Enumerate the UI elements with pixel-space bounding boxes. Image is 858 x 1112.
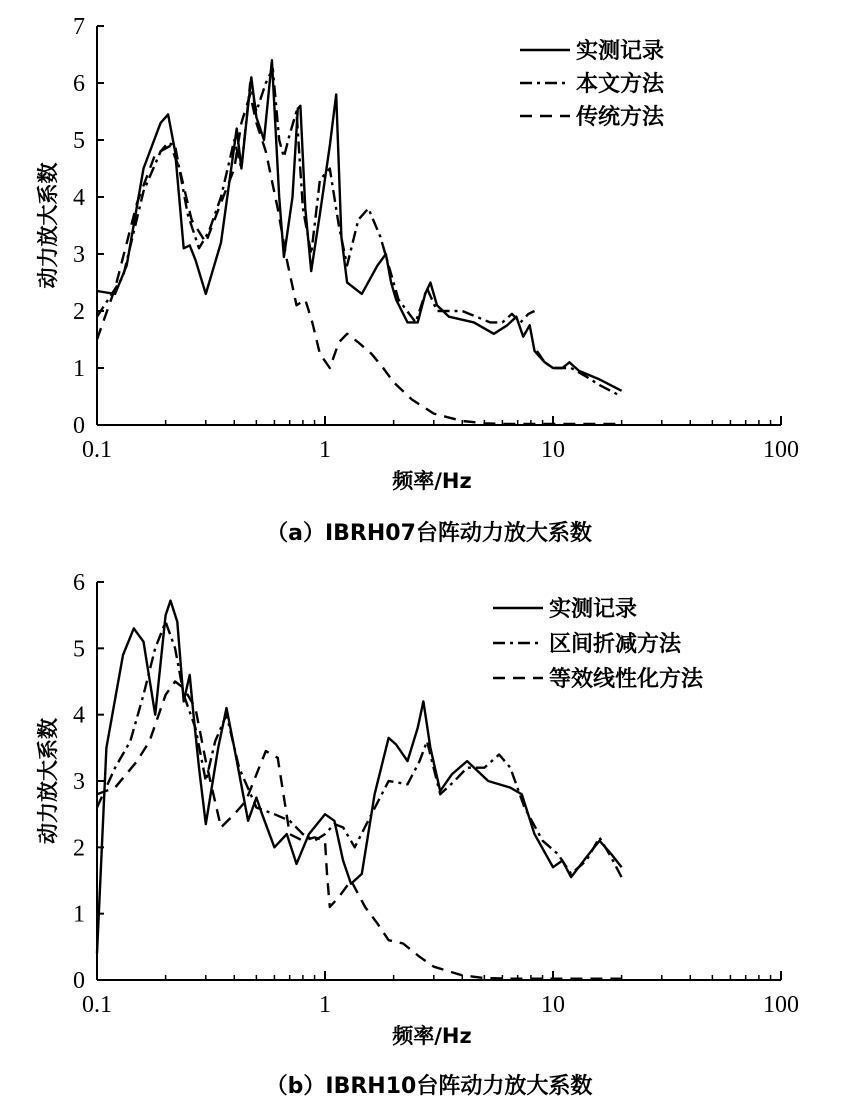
chart2-y-tick-label: 0 [73,968,85,994]
chart1-y-tick-label: 1 [73,356,85,382]
chart1-y-tick-label: 2 [73,299,85,325]
chart2-y-tick-label: 4 [73,702,85,729]
chart2-y-tick-label: 6 [73,570,85,596]
chart2-legend-label: 实测记录 [549,597,638,622]
chart2-x-tick-label: 1 [319,992,331,1018]
chart2-caption: （b）IBRH10台阵动力放大系数 [265,1074,593,1099]
chart2-x-tick-label: 0.1 [82,992,112,1018]
chart1-x-tick-label: 1 [319,437,331,463]
chart2-legend-label: 区间折减方法 [549,632,682,657]
chart2-y-tick-label: 1 [73,901,85,928]
chart2-y-tick-label: 3 [73,769,85,795]
chart1-legend-label: 传统方法 [576,105,665,130]
chart2-x-tick-label: 100 [763,992,799,1018]
chart2-x-tick-label: 10 [541,992,565,1018]
chart2-legend-label: 等效线性化方法 [549,667,704,692]
chart2-y-axis-label: 动力放大系数 [36,718,60,844]
chart1-series-line-4 [97,94,622,424]
chart1-y-tick-label: 7 [73,14,85,40]
chart1-series-line-2 [97,69,535,323]
chart2-series-line-3 [97,682,622,979]
chart1-x-axis-label: 频率/Hz [392,469,472,493]
chart1-series-line-3 [537,351,622,397]
chart2-series-line-2 [97,622,622,877]
chart1-legend-label: 本文方法 [576,72,665,97]
chart1-y-axis-label: 动力放大系数 [36,162,60,289]
chart1-x-tick-label: 10 [541,437,565,463]
chart1-y-tick-label: 6 [73,71,85,97]
chart1-caption: （a）IBRH07台阵动力放大系数 [266,521,592,546]
chart1-y-tick-label: 0 [73,413,85,439]
chart1-y-tick-label: 5 [73,128,85,154]
chart2-y-tick-label: 5 [73,636,85,663]
chart1-legend-label: 实测记录 [576,39,665,64]
chart2-x-axis-label: 频率/Hz [392,1024,472,1048]
chart1-y-tick-label: 3 [73,242,85,268]
chart2-y-tick-label: 2 [73,835,85,862]
chart1-x-tick-label: 0.1 [82,437,112,463]
chart1-y-tick-label: 4 [73,185,85,211]
chart1-series-line-1 [97,60,622,391]
chart1-x-tick-label: 100 [763,437,799,463]
